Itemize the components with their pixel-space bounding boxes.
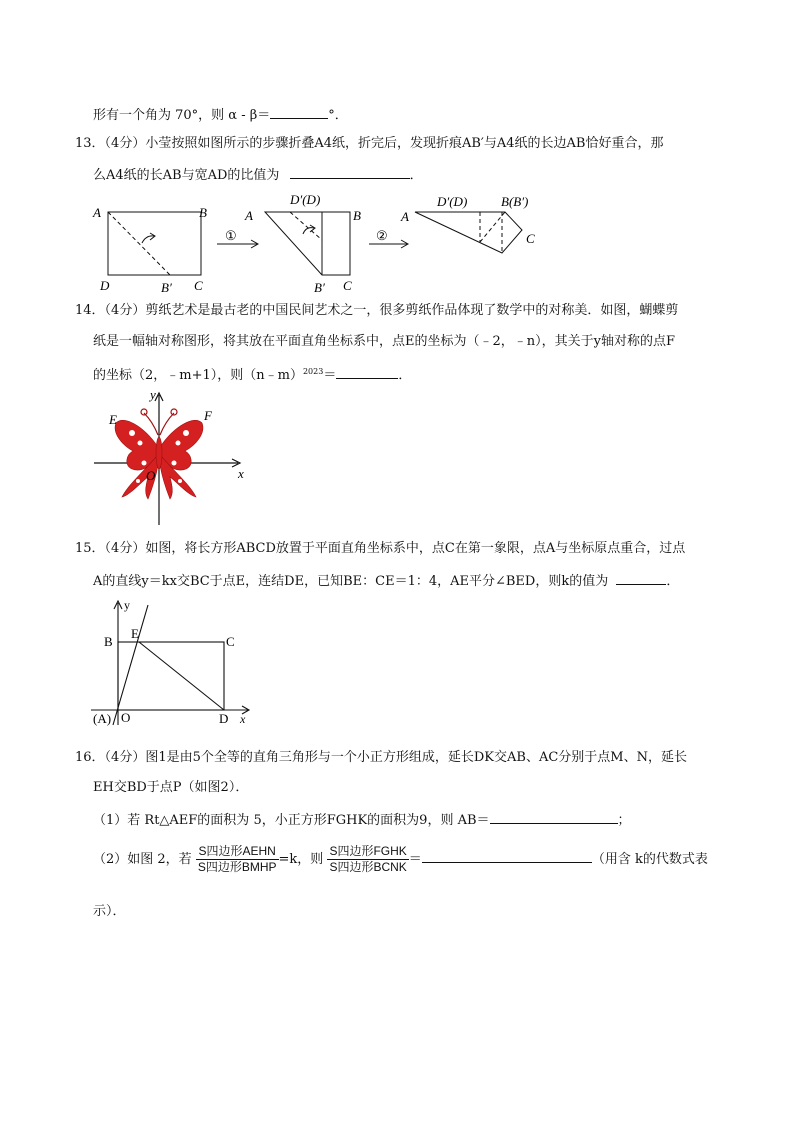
a4-rectangle xyxy=(108,212,201,275)
label-B: B xyxy=(199,205,207,220)
q14-text-2: 纸是一幅轴对称图形，将其放在平面直角坐标系中，点E的坐标为（﹣2，﹣n），其关于y轴对称的点F xyxy=(93,334,675,349)
q12-tail-text-b: °． xyxy=(328,108,348,123)
q16-part2-end: （用含 k的代数式表 xyxy=(591,852,708,867)
q16-line2 xyxy=(93,780,248,796)
q14-line2 xyxy=(93,334,675,350)
q14-text-3a: 的坐标（2，﹣m+1），则（n﹣m） xyxy=(93,368,303,383)
fraction-2-numerator: S四边形FGHK xyxy=(327,844,408,860)
q14-text-1: 剪纸艺术是最古老的中国民间艺术之一，很多剪纸作品体现了数学中的对称美．如图，蝴蝶剪 xyxy=(145,303,679,318)
origin-O: O xyxy=(121,710,131,725)
q15-score: （4分） xyxy=(104,541,146,556)
q16-part1-text: （1）若 Rt△AEF的面积为 5，小正方形FGHK的面积为9，则 AB＝ xyxy=(93,813,490,828)
q16-part2-text-a: （2）如图 2，若 xyxy=(93,852,192,867)
fraction-1-numerator: S四边形AEHN xyxy=(196,844,279,860)
label-Dprime-D-3: D′(D) xyxy=(437,194,468,209)
q13-line1 xyxy=(75,136,663,152)
label-Dprime-D-2: D′(D) xyxy=(290,192,321,207)
q16-part2-eq: ＝ xyxy=(408,852,422,867)
q13-number: 13． xyxy=(75,136,105,151)
q13-folding-figure xyxy=(85,190,575,295)
q13-text-2: 么A4纸的长AB与宽AD的比值为 xyxy=(93,168,280,183)
axis-label-x: x xyxy=(238,466,244,481)
q14-number: 14． xyxy=(75,303,105,318)
q14-score: （4分） xyxy=(104,303,146,318)
label-B-2: B xyxy=(353,208,361,223)
q14-exponent: 2023 xyxy=(302,367,324,376)
q16-part1-answer-blank[interactable] xyxy=(490,811,618,824)
fraction-area-ratio-2 xyxy=(327,844,408,875)
fold-arrow-1 xyxy=(142,236,154,243)
axis-label-y: y xyxy=(124,598,130,612)
fold-line-2 xyxy=(290,212,322,240)
q13-end: ． xyxy=(409,168,423,183)
point-E: E xyxy=(109,412,117,427)
label-A-3: A xyxy=(401,209,409,224)
folded-shape-3 xyxy=(415,212,522,253)
segment-DE xyxy=(139,642,224,710)
label-B-prime: B′ xyxy=(161,280,172,295)
q15-number: 15． xyxy=(75,541,105,556)
q15-answer-blank[interactable] xyxy=(616,572,666,585)
q16-part1-end: ； xyxy=(617,813,631,828)
fraction-1-denominator: S四边形BMHP xyxy=(197,860,277,874)
step-1-label: ① xyxy=(225,228,237,243)
fraction-area-ratio-1 xyxy=(196,844,279,875)
point-C: C xyxy=(226,634,235,649)
axis-label-y: y xyxy=(150,387,156,402)
q13-score: （4分） xyxy=(104,136,146,151)
q15-line1 xyxy=(75,541,685,557)
q15-line2 xyxy=(93,572,679,590)
q14-line1 xyxy=(75,303,678,319)
q12-tail-text-a: 形有一个角为 70°，则 α - β＝ xyxy=(93,108,271,123)
q15-text-1: 如图，将长方形ABCD放置于平面直角坐标系中，点C在第一象限，点A与坐标原点重合，过点 xyxy=(145,541,686,556)
q15-text-2: A的直线y＝kx交BC于点E，连结DE，已知BE：CE＝1：4，AE平分∠BED，则k的值为 xyxy=(93,574,609,589)
label-B-prime-2: B′ xyxy=(314,280,325,295)
q13-line2 xyxy=(93,166,423,184)
q15-rectangle-figure xyxy=(88,595,258,730)
folded-shape-2 xyxy=(265,212,350,275)
q13-text-1: 小莹按照如图所示的步骤折叠A4纸，折完后，发现折痕AB′与A4纸的长边AB恰好重合，那 xyxy=(145,136,664,151)
axis-label-x: x xyxy=(240,712,246,726)
q14-end: ． xyxy=(398,368,412,383)
q16-part2-text-2: 示）． xyxy=(93,904,126,919)
fold-line-1 xyxy=(108,212,170,275)
q16-line1 xyxy=(75,750,687,766)
q16-part2 xyxy=(93,842,708,882)
label-D: D xyxy=(100,278,110,293)
label-C-3: C xyxy=(526,231,535,246)
q14-butterfly-figure xyxy=(88,385,258,530)
q14-text-3b: ＝ xyxy=(323,368,337,383)
origin-O: O xyxy=(146,468,156,483)
label-C-2: C xyxy=(343,278,352,293)
q13-answer-blank[interactable] xyxy=(290,166,410,179)
label-A-2: A xyxy=(245,208,253,223)
q16-text-1: 图1是由5个全等的直角三角形与一个小正方形组成，延长DK交AB、AC分别于点M、N，延长 xyxy=(145,750,687,765)
q16-part2-eq-k: =k，则 xyxy=(278,852,324,867)
point-F: F xyxy=(204,408,212,423)
q12-tail-line xyxy=(93,106,348,124)
point-B: B xyxy=(104,634,113,649)
q16-text-2: EH交BD于点P（如图2）． xyxy=(93,780,249,795)
q16-part2-answer-blank[interactable] xyxy=(422,850,592,863)
q16-number: 16． xyxy=(75,750,105,765)
q16-part1 xyxy=(93,811,631,829)
q16-score: （4分） xyxy=(104,750,146,765)
q16-part2-line2 xyxy=(93,904,126,920)
point-D: D xyxy=(219,711,229,726)
label-C: C xyxy=(194,278,203,293)
label-A: A xyxy=(93,205,101,220)
q15-end: ． xyxy=(666,574,680,589)
q14-line3 xyxy=(93,366,411,384)
label-B-Bprime-3: B(B′) xyxy=(501,194,529,209)
q12-answer-blank[interactable] xyxy=(270,106,328,119)
step-2-label: ② xyxy=(376,228,388,243)
point-E: E xyxy=(131,626,139,641)
point-A: (A) xyxy=(93,711,112,726)
fraction-2-denominator: S四边形BCNK xyxy=(329,860,407,874)
q14-answer-blank[interactable] xyxy=(336,366,398,379)
